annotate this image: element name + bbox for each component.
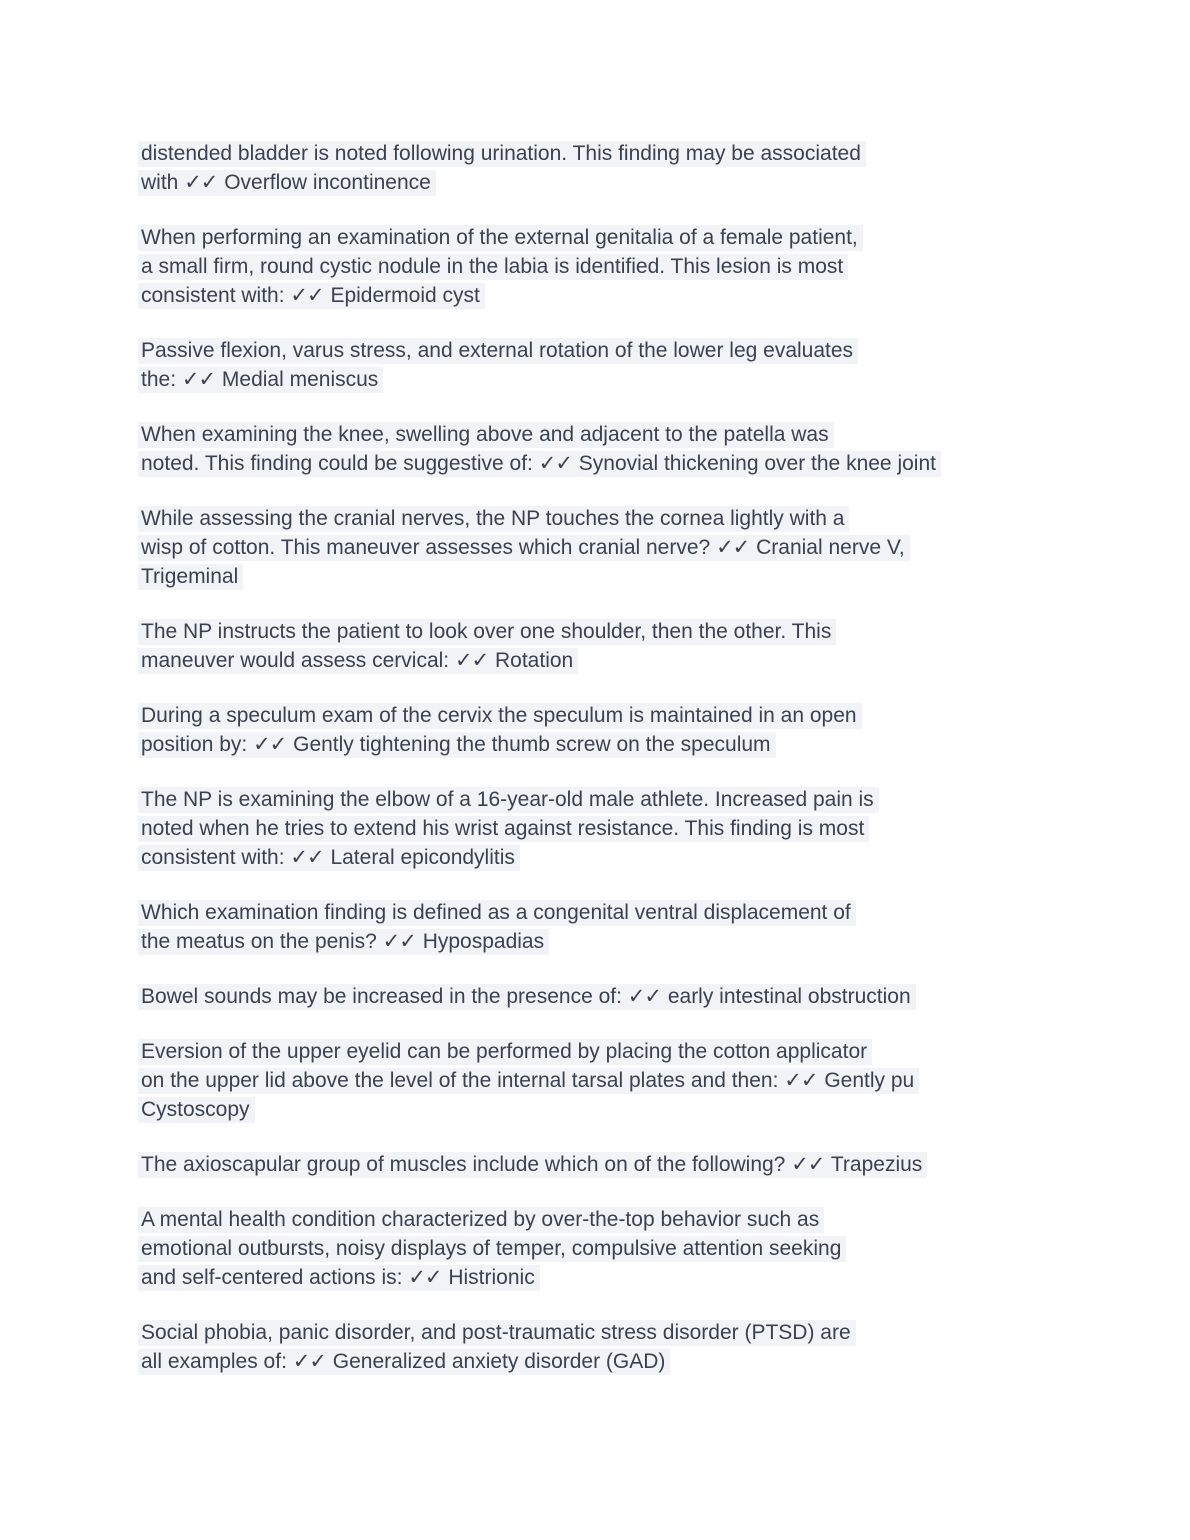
answer-checkmarks-icon: ✓✓	[253, 733, 287, 756]
highlighted-text: Which examination finding is defined as a congenital ventral displacement of	[138, 900, 856, 926]
qa-paragraph	[141, 336, 1150, 394]
answer-checkmarks-icon: ✓✓	[627, 985, 661, 1008]
qa-paragraph	[141, 1318, 1150, 1376]
text-line	[141, 139, 1150, 168]
qa-paragraph	[141, 504, 1150, 591]
text-line	[141, 1037, 1150, 1066]
text-line	[141, 281, 1150, 310]
qa-paragraph	[141, 223, 1150, 310]
highlighted-text: Cystoscopy	[138, 1097, 255, 1123]
qa-paragraph	[141, 139, 1150, 197]
highlighted-text: on the upper lid above the level of the internal tarsal plates and then: ✓✓ Gently pu	[138, 1068, 919, 1094]
answer-checkmarks-icon: ✓✓	[382, 930, 416, 953]
highlighted-text: with ✓✓ Overflow incontinence	[138, 170, 436, 196]
qa-paragraph	[141, 785, 1150, 872]
answer-checkmarks-icon: ✓✓	[538, 452, 572, 475]
text-line	[141, 336, 1150, 365]
answer-checkmarks-icon: ✓✓	[184, 171, 218, 194]
text-line	[141, 1066, 1150, 1095]
highlighted-text: noted. This finding could be suggestive of: ✓✓ Synovial thickening over the knee joint	[138, 451, 941, 477]
highlighted-text: Social phobia, panic disorder, and post-traumatic stress disorder (PTSD) are	[138, 1320, 856, 1346]
highlighted-text: consistent with: ✓✓ Lateral epicondylitis	[138, 845, 520, 871]
answer-checkmarks-icon: ✓✓	[791, 1153, 825, 1176]
text-line	[141, 504, 1150, 533]
qa-paragraph	[141, 982, 1150, 1011]
answer-checkmarks-icon: ✓✓	[290, 846, 324, 869]
text-line	[141, 927, 1150, 956]
answer-checkmarks-icon: ✓✓	[290, 284, 324, 307]
text-line	[141, 843, 1150, 872]
text-line	[141, 1150, 1150, 1179]
text-line	[141, 785, 1150, 814]
highlighted-text: While assessing the cranial nerves, the NP touches the cornea lightly with a	[138, 506, 849, 532]
highlighted-text: position by: ✓✓ Gently tightening the thumb screw on the speculum	[138, 732, 776, 758]
highlighted-text: and self-centered actions is: ✓✓ Histrionic	[138, 1265, 540, 1291]
text-line	[141, 562, 1150, 591]
text-line	[141, 1205, 1150, 1234]
highlighted-text: The axioscapular group of muscles include which on of the following? ✓✓ Trapezius	[138, 1152, 927, 1178]
text-line	[141, 223, 1150, 252]
text-line	[141, 730, 1150, 759]
text-line	[141, 701, 1150, 730]
answer-checkmarks-icon: ✓✓	[181, 368, 216, 391]
text-line	[141, 365, 1150, 394]
highlighted-text: the: ✓✓ Medial meniscus	[138, 367, 383, 393]
qa-paragraph	[141, 1150, 1150, 1179]
answer-checkmarks-icon: ✓✓	[716, 536, 750, 559]
highlighted-text: distended bladder is noted following urination. This finding may be associated	[138, 141, 866, 167]
qa-paragraph	[141, 1037, 1150, 1124]
highlighted-text: a small firm, round cystic nodule in the labia is identified. This lesion is most	[138, 254, 848, 280]
highlighted-text: Eversion of the upper eyelid can be performed by placing the cotton applicator	[138, 1039, 872, 1065]
text-line	[141, 252, 1150, 281]
qa-paragraph	[141, 898, 1150, 956]
answer-checkmarks-icon: ✓✓	[408, 1266, 442, 1289]
highlighted-text: When performing an examination of the external genitalia of a female patient,	[138, 225, 863, 251]
qa-paragraph	[141, 1205, 1150, 1292]
text-line	[141, 617, 1150, 646]
qa-paragraph	[141, 420, 1150, 478]
highlighted-text: When examining the knee, swelling above and adjacent to the patella was	[138, 422, 834, 448]
highlighted-text: wisp of cotton. This maneuver assesses which cranial nerve? ✓✓ Cranial nerve V,	[138, 535, 910, 561]
text-line	[141, 898, 1150, 927]
text-line	[141, 1263, 1150, 1292]
text-line	[141, 1095, 1150, 1124]
text-line	[141, 449, 1150, 478]
text-line	[141, 1234, 1150, 1263]
highlighted-text: noted when he tries to extend his wrist against resistance. This finding is most	[138, 816, 869, 842]
highlighted-text: During a speculum exam of the cervix the speculum is maintained in an open	[138, 703, 862, 729]
text-line	[141, 982, 1150, 1011]
qa-paragraph	[141, 701, 1150, 759]
text-line	[141, 1347, 1150, 1376]
text-line	[141, 646, 1150, 675]
answer-checkmarks-icon: ✓✓	[784, 1069, 818, 1092]
highlighted-text: Trigeminal	[138, 564, 243, 590]
answer-checkmarks-icon: ✓✓	[454, 649, 489, 672]
text-line	[141, 1318, 1150, 1347]
highlighted-text: maneuver would assess cervical: ✓✓ Rotation	[138, 648, 578, 674]
text-line	[141, 168, 1150, 197]
highlighted-text: Passive flexion, varus stress, and external rotation of the lower leg evaluates	[138, 338, 858, 364]
qa-paragraph	[141, 617, 1150, 675]
answer-checkmarks-icon: ✓✓	[292, 1350, 326, 1373]
text-line	[141, 533, 1150, 562]
highlighted-text: Bowel sounds may be increased in the presence of: ✓✓ early intestinal obstruction	[138, 984, 916, 1010]
highlighted-text: the meatus on the penis? ✓✓ Hypospadias	[138, 929, 549, 955]
text-line	[141, 814, 1150, 843]
highlighted-text: all examples of: ✓✓ Generalized anxiety disorder (GAD)	[138, 1349, 670, 1375]
highlighted-text: emotional outbursts, noisy displays of temper, compulsive attention seeking	[138, 1236, 846, 1262]
highlighted-text: consistent with: ✓✓ Epidermoid cyst	[138, 283, 485, 309]
highlighted-text: The NP instructs the patient to look over one shoulder, then the other. This	[138, 619, 836, 645]
text-line	[141, 420, 1150, 449]
highlighted-text: The NP is examining the elbow of a 16-year-old male athlete. Increased pain is	[138, 787, 879, 813]
highlighted-text: A mental health condition characterized by over-the-top behavior such as	[138, 1207, 824, 1233]
